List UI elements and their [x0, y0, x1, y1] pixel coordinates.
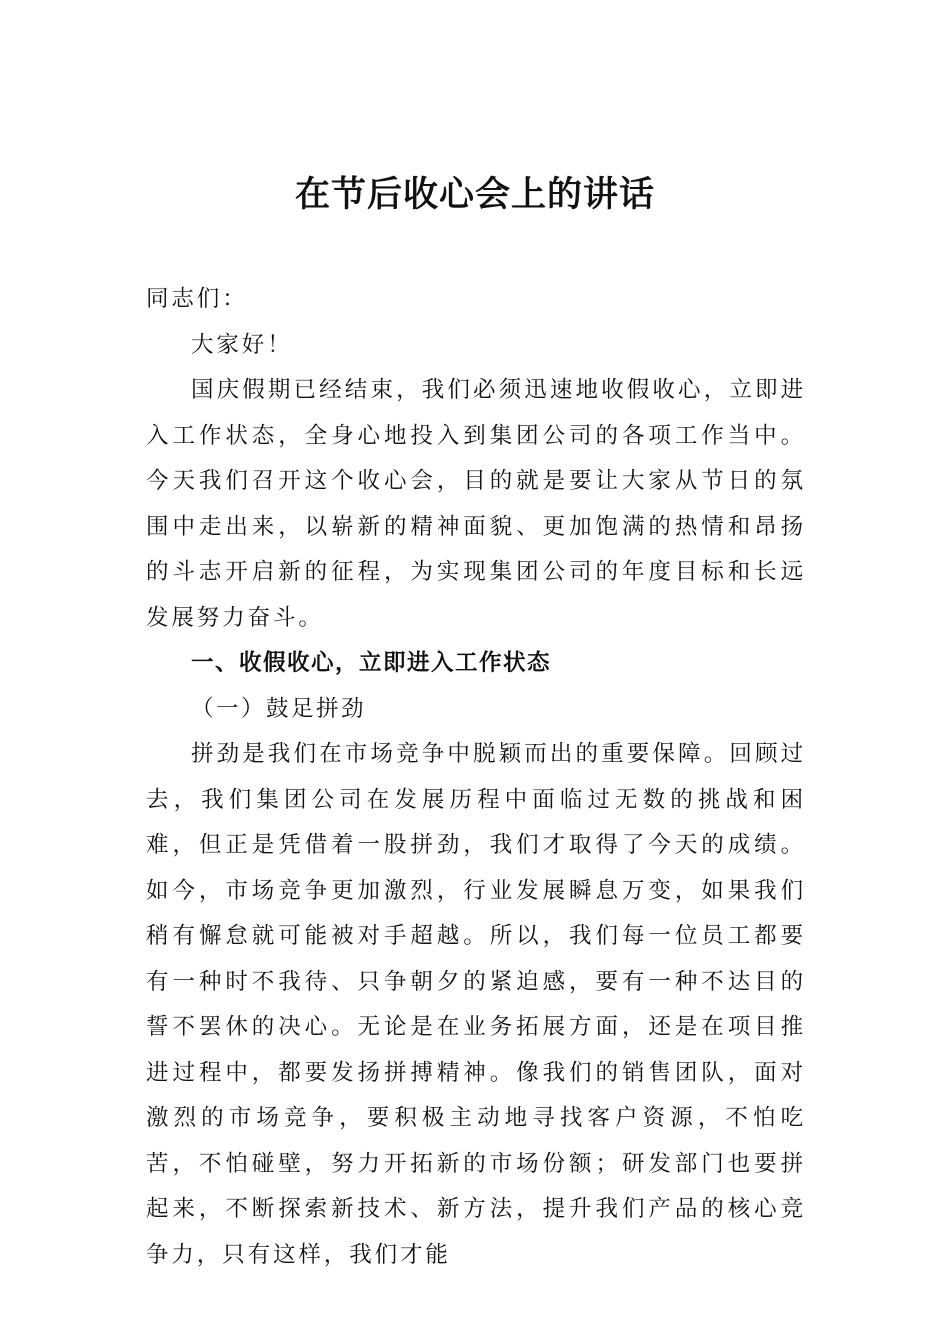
document-body [146, 277, 806, 1278]
subsection-heading-1: （一）鼓足拼劲 [191, 695, 367, 722]
section-heading-1: 一、收假收心，立即进入工作状态 [191, 650, 552, 676]
greeting: 大家好！ [191, 331, 293, 358]
salutation: 同志们： [146, 286, 248, 312]
paragraph-pinjin: 拼劲是我们在市场竞争中脱颖而出的重要保障。回顾过去，我们集团公司在发展历程中面临过无数的挑战和困难，但正是凭借着一股拼劲，我们才取得了今天的成绩。如今，市场竞争更加激烈，行业发展瞬息万变，如果我们稍有懈怠就可能被对手超越。所以，我们每一位员工都要有一种时不我待、只争朝夕的紧迫感，要有一种不达目的誓不罢休的决心。无论是在业务拓展方面，还是在项目推进过程中，都要发扬拼搏精神。像我们的销售团队，面对激烈的市场竞争，要积极主动地寻找客户资源，不怕吃苦，不怕碰壁，努力开拓新的市场份额；研发部门也要拼起来，不断探索新技术、新方法，提升我们产品的核心竞争力，只有这样，我们才能 [146, 741, 806, 1268]
document-title: 在节后收心会上的讲话 [294, 174, 655, 215]
paragraph-intro: 国庆假期已经结束，我们必须迅速地收假收心，立即进入工作状态，全身心地投入到集团公司的各项工作当中。今天我们召开这个收心会，目的就是要让大家从节日的氛围中走出来，以崭新的精神面貌、更加饱满的热情和昂扬的斗志开启新的征程，为实现集团公司的年度目标和长远发展努力奋斗。 [146, 377, 806, 631]
